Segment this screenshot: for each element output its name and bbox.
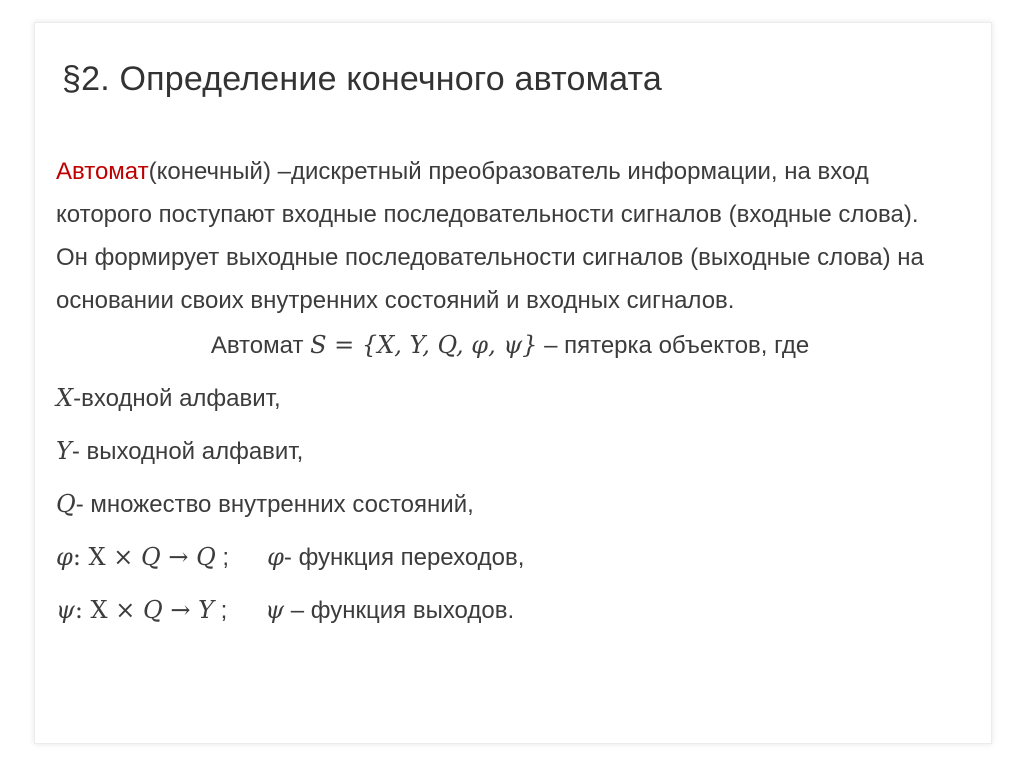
function-desc-text: - функция переходов, xyxy=(283,544,525,571)
item-output-alphabet xyxy=(56,429,956,473)
definition-text: (конечный) –дискретный преобразователь информации, на вход которого поступают входные последовательности сигналов (входные слова). Он формирует выходные последовательности сигналов (выходные слова) на основании своих внутренних состояний и входных сигналов. xyxy=(56,158,924,314)
function-domain-q: Q xyxy=(141,543,161,571)
output-function-line xyxy=(56,588,956,632)
item-symbol: Q xyxy=(56,490,76,518)
item-text: - выходной алфавит, xyxy=(71,438,304,465)
item-input-alphabet xyxy=(56,376,956,420)
item-text: - множество внутренних состояний, xyxy=(75,491,474,518)
tuple-suffix: – пятерка объектов, где xyxy=(537,332,810,359)
function-symbol: φ xyxy=(56,543,73,571)
function-domain-x: X xyxy=(88,543,106,571)
slide-body xyxy=(56,150,956,632)
definition-term: Автомат xyxy=(56,158,149,185)
definition-paragraph xyxy=(56,150,956,322)
function-times: × xyxy=(107,596,144,624)
tuple-line xyxy=(56,324,956,367)
tuple-formula: S = {X, Y, Q, φ, ψ} xyxy=(310,331,538,359)
function-desc-symbol: φ xyxy=(267,543,284,571)
function-colon: : xyxy=(74,596,91,624)
function-colon: : xyxy=(72,543,89,571)
function-desc-text: – функция выходов. xyxy=(284,597,515,624)
item-states xyxy=(56,482,956,526)
function-arrow: → xyxy=(162,596,199,624)
function-semicolon: ; xyxy=(215,544,230,571)
item-symbol: Y xyxy=(56,437,72,465)
function-domain-x: X xyxy=(90,596,108,624)
function-arrow: → xyxy=(160,543,197,571)
function-semicolon: ; xyxy=(213,597,228,624)
function-codomain: Y xyxy=(198,596,214,624)
function-domain-q: Q xyxy=(143,596,163,624)
function-times: × xyxy=(105,543,141,571)
function-symbol: ψ xyxy=(56,596,75,624)
item-text: -входной алфавит, xyxy=(73,385,281,412)
item-symbol: X xyxy=(56,384,74,412)
tuple-prefix: Автомат xyxy=(210,332,311,359)
function-desc-symbol: ψ xyxy=(265,596,285,624)
function-codomain: Q xyxy=(196,543,216,571)
transition-function-line xyxy=(56,535,956,579)
slide-title: §2. Определение конечного автомата xyxy=(62,60,663,98)
